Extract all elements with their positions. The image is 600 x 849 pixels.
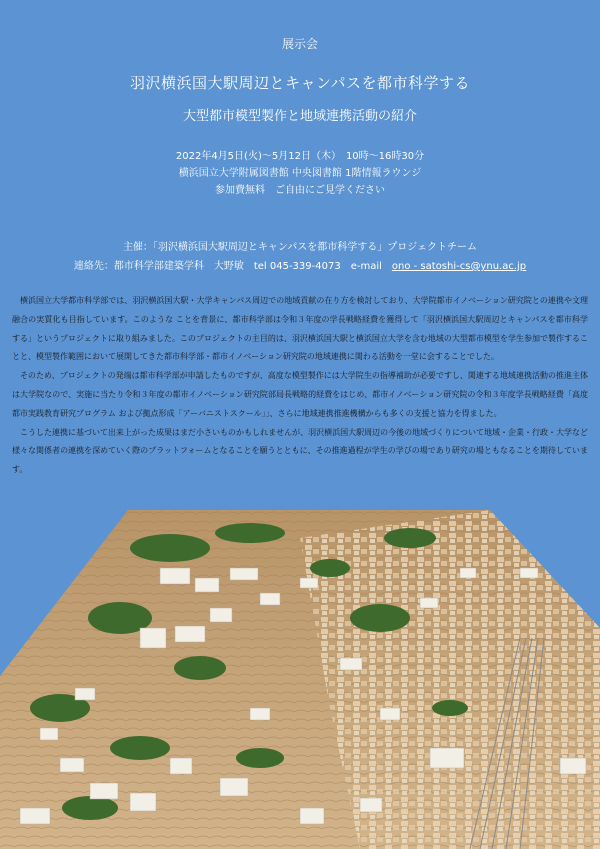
paragraph-2: そのため、プロジェクトの発端は都市科学部が申請したものですが、高度な模型製作には大学院生の指導補助が必要ですし、関連する地域連携活動の推進主体は大学院なので、実施に当たり令和３年度の都市イノベーション研究院部局長戦略的経費をはじめ、都市イノベーション研究院の令和３年度学長戦略経費「高度都市実践教育研究プログラム および拠点形成「アーバニストスクール」」、さらに地域連携推進機構からも多くの支援と協力を得ました。: [12, 371, 588, 418]
city-model-illustration: [0, 508, 600, 849]
poster-header: [0, 36, 600, 199]
event-date: 2022年4月5日(火)〜5月12日（木） 10時〜16時30分: [175, 151, 425, 162]
event-venue: 横浜国立大学附属図書館 中央図書館 1階情報ラウンジ: [178, 168, 422, 179]
contact-block: [0, 238, 600, 276]
event-admission: 参加費無料 ご自由にご見学ください: [215, 185, 385, 196]
organizer: 主催：「羽沢横浜国大駅周辺とキャンパスを都市科学する」プロジェクトチーム: [122, 242, 478, 253]
poster-title: 羽沢横浜国大駅周辺とキャンパスを都市科学する: [130, 74, 470, 92]
description: [12, 292, 588, 480]
contact-prefix: 連絡先：都市科学部建築学科 大野敏 tel 045-339-4073 e-mail: [73, 261, 392, 272]
city-model-photo: [0, 508, 600, 849]
paragraph-3: こうした連携に基づいて出来上がった成果はまだ小さいものかもしれませんが、羽沢横浜国大駅周辺の今後の地域づくりについて地域・企業・行政・大学など様々な関係者の連携を深めていく際のプラットフォームとなることを願うとともに、その推進過程が学生の学びの場であり研究の場ともなることを期待しています。: [12, 427, 588, 475]
poster-subtitle: 大型都市模型製作と地域連携活動の紹介: [182, 109, 417, 124]
contact-line: [0, 257, 600, 276]
exhibition-label: 展示会: [281, 37, 318, 51]
email-link[interactable]: ono - satoshi-cs@ynu.ac.jp: [391, 261, 527, 272]
event-info: [0, 148, 600, 199]
paragraph-1: 横浜国立大学都市科学部では、羽沢横浜国大駅・大学キャンパス周辺での地域貢献の在り方を検討しており、大学院都市イノベーション研究院との連携や文理融合の実質化も目指しています。このような ことを背景に、都市科学部は令和３年度の学長戦略経費を獲得して「羽沢横浜国大駅周辺とキャンパスを都市科学する」というプロジェクトに取り組みました。このプロジェクトの主目的は、羽沢横浜国大駅と横浜国立大学を含む地域の大型都市模型を学生参加で製作することと、模型製作範囲において展開してきた都市科学部・都市イノベーション研究院の地域連携に関わる活動を一堂に会することでした。: [12, 296, 588, 362]
